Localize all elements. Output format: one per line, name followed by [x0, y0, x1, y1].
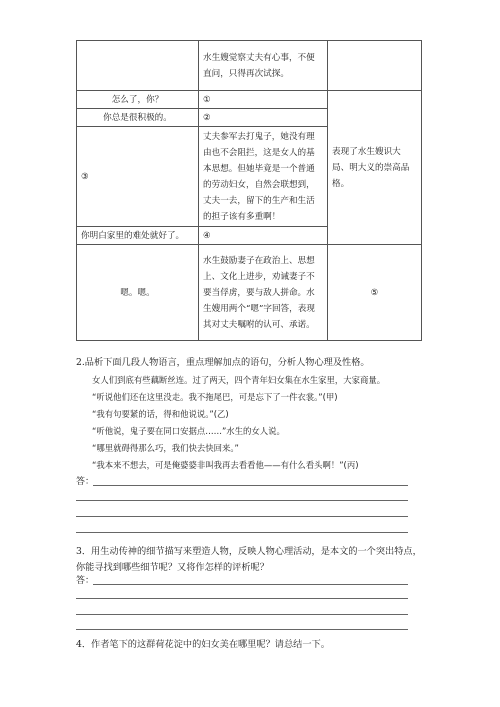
table-cell: 水生鼓励妻子在政治上、思想上、文化上进步，劝诫妻子不要当俘虏，要与敌人拼命。水生嫂用两个“嗯”字回答，表现其对丈夫嘱咐的认可、承诺。 — [199, 245, 328, 341]
quote-line: “我有句要紧的话，得和他说说。”(乙) — [92, 409, 229, 419]
table-cell: ④ — [199, 227, 328, 245]
table-cell: ① — [199, 91, 328, 109]
table-cell: 你总是很积极的。 — [77, 109, 199, 127]
answer-label: 答： — [76, 576, 95, 586]
quote-line: “我本来不想去，可是俺婆婆非叫我再去看看他——有什么看头啊！”(丙) — [92, 460, 359, 470]
question-2-title: 2.品析下面几段人物语言，重点理解加点的语句，分析人物心理及性格。 — [76, 357, 370, 368]
answer-label: 答： — [76, 477, 95, 487]
analysis-table — [76, 40, 422, 341]
table-row — [77, 41, 422, 91]
table-cell: ⑤ — [328, 245, 422, 341]
answer-area-q3[interactable] — [76, 573, 408, 589]
answer-line — [93, 485, 408, 486]
answer-line — [76, 614, 408, 615]
table-cell: 嗯。嗯。 — [77, 245, 199, 341]
table-cell: 你明白家里的难处就好了。 — [77, 227, 199, 245]
quote-line: “听他说，鬼子要在同口安据点……”水生的女人说。 — [92, 426, 285, 436]
table-cell: 水生嫂觉察丈夫有心事，不便直问，只得再次试探。 — [199, 41, 328, 91]
table-cell: 丈夫参军去打鬼子，她没有理由也不会阻拦，这是女人的基本思想。但她毕竟是一个普通的劳动妇女，自然会联想到，丈夫一去，留下的生产和生活的担子该有多重啊！ — [199, 127, 328, 227]
answer-line — [93, 584, 408, 585]
quote-line: “哪里就碍得那么巧，我们快去快回来。” — [92, 443, 239, 453]
table-cell — [77, 41, 199, 91]
table-row — [77, 91, 422, 109]
answer-area-q2[interactable] — [76, 474, 408, 490]
answer-line — [76, 598, 408, 599]
table-cell: ③ — [77, 127, 199, 227]
answer-line — [76, 500, 408, 501]
table-cell: 怎么了，你？ — [77, 91, 199, 109]
answer-line — [76, 516, 408, 517]
table-cell: 表现了水生嫂识大局、明大义的崇高品格。 — [328, 91, 422, 245]
answer-line — [76, 629, 408, 630]
answer-line — [76, 532, 408, 533]
table-cell: ② — [199, 109, 328, 127]
question-3-title: 3．用生动传神的细节描写来塑造人物，反映人物心理活动，是本文的一个突出特点，你能寻找到哪些细节呢？又将作怎样的评析呢？ — [76, 546, 422, 573]
quote-line: “听说他们还在这里没走。我不拖尾巴，可是忘下了一件衣裳。”(甲) — [92, 392, 338, 402]
question-4-title: 4．作者笔下的这群荷花淀中的妇女美在哪里呢？请总结一下。 — [76, 639, 330, 650]
quote-line: 女人们到底有些藕断丝连。过了两天，四个青年妇女集在水生家里，大家商量。 — [92, 375, 386, 385]
table-cell — [328, 41, 422, 91]
table-row — [77, 245, 422, 341]
